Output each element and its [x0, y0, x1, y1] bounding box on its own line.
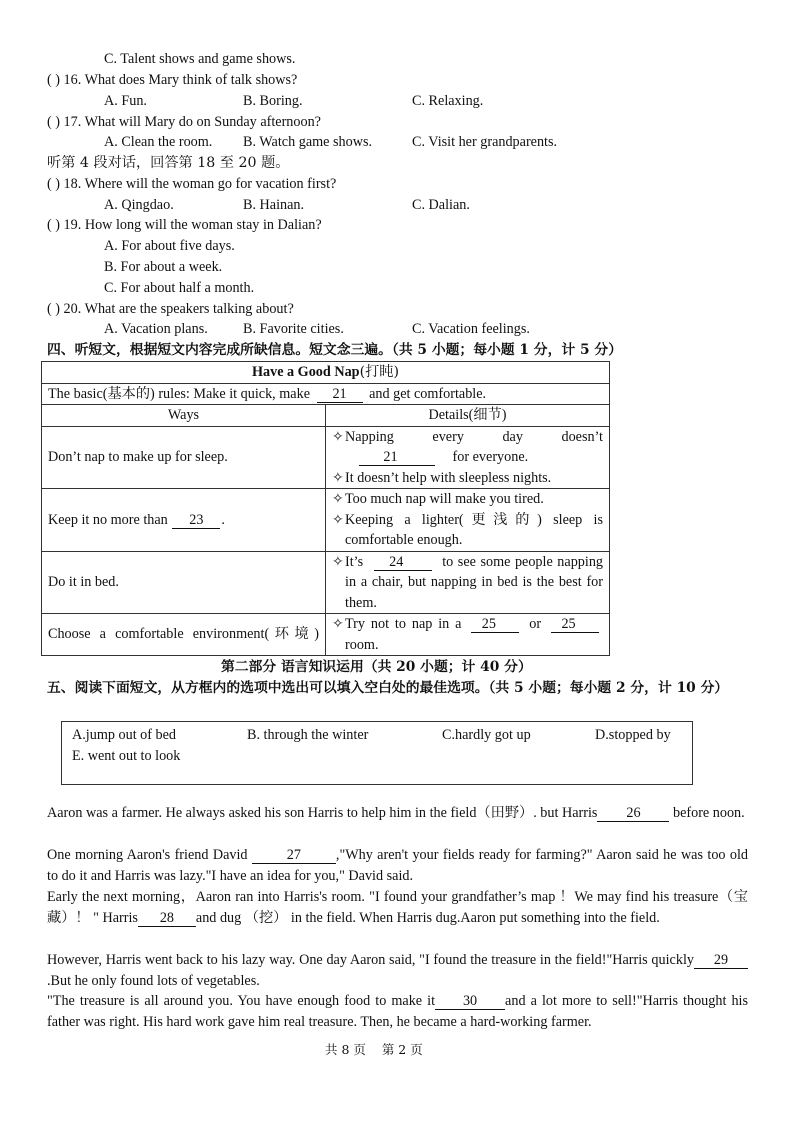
rule-suffix: and get comfortable.: [369, 385, 487, 402]
detail-text: It doesn’t help with sleepless nights.: [345, 469, 552, 486]
row1-details: [326, 426, 610, 489]
header-details: Details(细节): [326, 405, 610, 427]
paragraph-text: However, Harris went back to his lazy way. One day Aaron said, "I found the treasure in the field!"Harris quickly: [47, 952, 694, 968]
passage-paragraph-5: [47, 991, 748, 1033]
q19-option-b: B. For about a week.: [104, 259, 223, 275]
blank-23[interactable]: 23: [172, 512, 220, 529]
choice-b: B. through the winter: [247, 727, 369, 743]
detail-or: or: [529, 616, 542, 632]
dialog-4-instruction: 听第 4 段对话，回答第 18 至 20 题。: [47, 155, 290, 171]
q15-option-c: C. Talent shows and game shows.: [104, 51, 296, 67]
detail-prefix: Napping every day doesn’t: [345, 428, 603, 445]
way-prefix: Keep it no more than: [48, 511, 168, 528]
way-text: Choose a comfortable environment(环境): [48, 626, 319, 643]
paragraph-text: Aaron was a farmer. He always asked his son Harris to help him in the field（田野）. but Harris: [47, 805, 598, 821]
question-text: 17. What will Mary do on Sunday afternoon?: [63, 114, 321, 130]
detail-prefix: It’s: [345, 553, 364, 570]
blank-27[interactable]: 27: [252, 847, 336, 864]
row1-way: Don’t nap to make up for sleep.: [42, 426, 326, 489]
part-2-heading: 第二部分 语言知识运用（共 20 小题；计 40 分）: [221, 659, 532, 675]
blank-21[interactable]: 21: [317, 386, 363, 403]
section-5-heading: 五、阅读下面短文，从方框内的选项中选出可以填入空白处的最佳选项。（共 5 小题；每小题 2 分，计 10 分）: [47, 680, 729, 696]
question-text: 20. What are the speakers talking about?: [63, 301, 294, 317]
paragraph-text: One morning Aaron's friend David: [47, 847, 248, 863]
q16-option-b: B. Boring.: [243, 93, 303, 109]
row4-way: [42, 614, 326, 656]
detail-text: Keeping a lighter(更浅的) sleep is comfortable enough.: [345, 511, 603, 548]
blank-26[interactable]: 26: [597, 805, 669, 822]
q17-option-b: B. Watch game shows.: [243, 134, 373, 150]
q19-option-c: C. For about half a month.: [104, 280, 255, 296]
table-rule-row: [42, 383, 610, 405]
row3-details: [326, 551, 610, 614]
passage-paragraph-4: [47, 950, 748, 992]
star-bullet-icon: ✧: [332, 616, 344, 632]
q17-option-c: C. Visit her grandparents.: [412, 134, 558, 150]
passage-paragraph-2: [47, 845, 748, 887]
star-bullet-icon: ✧: [332, 469, 344, 486]
blank-21[interactable]: 21: [359, 449, 435, 466]
paragraph-text: ,"Why aren't your fields ready for farming?" Aaron said he was too old to do it and Harris was lazy."I have an idea for you," David said.: [47, 847, 749, 884]
q17-question: [47, 112, 321, 132]
table-title-text: Have a Good Nap: [251, 364, 360, 380]
q20-option-b: B. Favorite cities.: [243, 321, 344, 337]
detail-prefix: Try not to nap in a: [345, 616, 462, 632]
table-title-cn: (打盹): [359, 364, 400, 380]
choice-d: D.stopped by: [595, 727, 671, 743]
nap-info-table: [41, 361, 610, 656]
choice-c: C.hardly got up: [442, 727, 531, 743]
answer-paren[interactable]: ( ): [47, 114, 60, 130]
blank-30[interactable]: 30: [435, 993, 505, 1010]
detail-item: [332, 614, 603, 655]
q18-option-c: C. Dalian.: [412, 197, 470, 213]
detail-item: [332, 510, 603, 551]
row4-details: [326, 614, 610, 656]
star-bullet-icon: ✧: [332, 511, 344, 528]
total-pages: 共 8 页: [325, 1042, 366, 1057]
paragraph-text: .But he only found lots of vegetables.: [47, 973, 260, 989]
q16-option-c: C. Relaxing.: [412, 93, 484, 109]
q17-option-a: A. Clean the room.: [104, 134, 213, 150]
paragraph-text: before noon.: [672, 805, 745, 821]
page-footer: [325, 1040, 423, 1060]
q20-option-c: C. Vacation feelings.: [412, 321, 530, 337]
star-bullet-icon: ✧: [332, 553, 344, 570]
answer-paren[interactable]: ( ): [47, 72, 60, 88]
blank-25[interactable]: 25: [551, 616, 599, 633]
question-text: 16. What does Mary think of talk shows?: [63, 72, 298, 88]
q20-option-a: A. Vacation plans.: [104, 321, 208, 337]
blank-28[interactable]: 28: [138, 910, 196, 927]
question-text: 19. How long will the woman stay in Dalian?: [63, 217, 322, 233]
paragraph-text: and dug （挖） in the field. When Harris dug.Aaron put something into the field.: [195, 910, 660, 926]
q19-option-a: A. For about five days.: [104, 238, 235, 254]
row3-way: Do it in bed.: [42, 551, 326, 614]
passage-paragraph-3: [47, 887, 748, 929]
q18-option-a: A. Qingdao.: [104, 197, 174, 213]
star-bullet-icon: ✧: [332, 491, 344, 507]
q18-question: [47, 174, 336, 194]
row2-way: [42, 489, 326, 552]
section-4-heading: 四、听短文，根据短文内容完成所缺信息。短文念三遍。（共 5 小题；每小题 1 分，计 5 分）: [47, 342, 622, 358]
page-number: 第 2 页: [381, 1042, 423, 1057]
answer-paren[interactable]: ( ): [47, 301, 60, 317]
detail-suffix: to see some people napping in a chair, but napping in bed is the best for them.: [345, 553, 604, 611]
table-title: [42, 362, 610, 384]
passage-paragraph-1: [47, 803, 748, 824]
header-ways: Ways: [42, 405, 326, 427]
question-text: 18. Where will the woman go for vacation first?: [63, 176, 337, 192]
detail-text: Too much nap will make you tired.: [345, 491, 544, 507]
star-bullet-icon: ✧: [332, 428, 344, 445]
detail-item: [332, 489, 603, 510]
blank-29[interactable]: 29: [694, 952, 748, 969]
paragraph-text: Early the next morning，Aaron ran into Harris's room. "I found your grandfather’s map ！We may find his treasure（宝藏）！ " Harris: [47, 889, 748, 926]
q16-question: [47, 70, 297, 90]
answer-paren[interactable]: ( ): [47, 217, 60, 233]
word-choice-box: [61, 721, 693, 785]
detail-item: [332, 552, 603, 614]
blank-25[interactable]: 25: [471, 616, 519, 633]
row2-details: [326, 489, 610, 552]
blank-24[interactable]: 24: [374, 554, 432, 571]
choice-a: A.jump out of bed: [72, 727, 177, 743]
rule-prefix: The basic(基本的) rules: Make it quick, make: [48, 385, 310, 402]
q18-option-b: B. Hainan.: [243, 197, 305, 213]
detail-item: [332, 427, 603, 468]
detail-suffix: for everyone.: [452, 449, 529, 465]
choice-e: E. went out to look: [72, 748, 181, 764]
paragraph-text: "The treasure is all around you. You have enough food to make it: [47, 993, 436, 1009]
paragraph-text: and a lot more to sell!"Harris thought his father was right. His hard work gave him real treasure. Then, he became a hard-working farmer.: [47, 993, 749, 1030]
q16-option-a: A. Fun.: [104, 93, 147, 109]
way-suffix: .: [221, 511, 225, 528]
detail-item: [332, 468, 603, 489]
q20-question: [47, 299, 294, 319]
q19-question: [47, 215, 322, 235]
detail-suffix: room.: [345, 636, 379, 653]
answer-paren[interactable]: ( ): [47, 176, 60, 192]
